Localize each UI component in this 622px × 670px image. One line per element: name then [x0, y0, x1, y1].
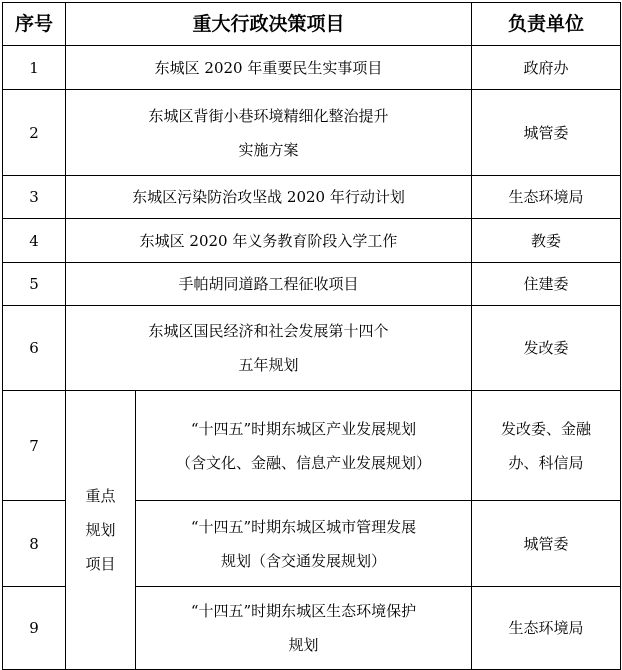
- project-line: “十四五”时期东城区生态环境保护: [190, 602, 417, 620]
- header-unit: 负责单位: [472, 3, 621, 46]
- row-project: [66, 263, 472, 306]
- table-row: [3, 263, 621, 306]
- table-row: [3, 90, 621, 176]
- project-line: 规划: [288, 636, 319, 654]
- header-row: [3, 3, 621, 46]
- unit-line: 城管委: [523, 123, 569, 142]
- unit-line: 生态环境局: [508, 619, 584, 637]
- header-seq: 序号: [3, 3, 66, 46]
- unit-line: 教委: [531, 231, 562, 250]
- project-line: 规划（含交通发展规划）: [221, 551, 387, 570]
- row-unit: [472, 46, 621, 90]
- decision-projects-table: [2, 2, 621, 670]
- row-unit: [472, 176, 621, 219]
- row-project: [66, 90, 472, 176]
- row-project: [66, 219, 472, 263]
- row-seq: 5: [3, 263, 66, 306]
- row-unit: [472, 263, 621, 306]
- table-row: [3, 176, 621, 219]
- row-seq: 6: [3, 306, 66, 391]
- unit-line: 发改委、金融: [501, 419, 592, 438]
- row-seq: 4: [3, 219, 66, 263]
- row-seq: 7: [3, 391, 66, 501]
- project-line: 东城区 2020 年义务教育阶段入学工作: [139, 231, 398, 250]
- unit-line: 城管委: [523, 534, 569, 553]
- project-line: 实施方案: [238, 140, 299, 159]
- group-label-line: 规划: [85, 521, 116, 539]
- row-unit: [472, 587, 621, 670]
- row-project: [136, 501, 472, 587]
- project-line: 东城区背街小巷环境精细化整治提升: [148, 106, 389, 125]
- group-label-line: 重点: [85, 487, 116, 505]
- group-label: [66, 391, 136, 670]
- row-project: [66, 176, 472, 219]
- row-seq: 2: [3, 90, 66, 176]
- table-row: [3, 219, 621, 263]
- row-unit: [472, 90, 621, 176]
- project-line: “十四五”时期东城区产业发展规划: [190, 419, 417, 438]
- row-project: [136, 391, 472, 501]
- unit-line: 住建委: [523, 275, 569, 293]
- project-line: 东城区污染防治攻坚战 2020 年行动计划: [132, 188, 405, 206]
- row-seq: 1: [3, 46, 66, 90]
- row-project: [136, 587, 472, 670]
- row-seq: 9: [3, 587, 66, 670]
- unit-line: 生态环境局: [508, 188, 584, 206]
- unit-line: 办、科信局: [508, 453, 584, 472]
- project-line: 东城区国民经济和社会发展第十四个: [148, 322, 389, 340]
- row-unit: [472, 391, 621, 501]
- project-line: （含文化、金融、信息产业发展规划）: [176, 453, 432, 472]
- table-row: [3, 46, 621, 90]
- row-project: [66, 46, 472, 90]
- row-seq: 3: [3, 176, 66, 219]
- project-line: “十四五”时期东城区城市管理发展: [190, 517, 417, 536]
- project-line: 五年规划: [238, 356, 299, 374]
- table-row: [3, 306, 621, 391]
- table-row: [3, 391, 621, 501]
- row-unit: [472, 306, 621, 391]
- unit-line: 发改委: [523, 339, 569, 357]
- row-unit: [472, 501, 621, 587]
- group-label-line: 项目: [85, 555, 116, 573]
- project-line: 东城区 2020 年重要民生实事项目: [154, 58, 383, 77]
- unit-line: 政府办: [523, 58, 569, 77]
- row-seq: 8: [3, 501, 66, 587]
- row-unit: [472, 219, 621, 263]
- project-line: 手帕胡同道路工程征收项目: [178, 275, 359, 293]
- header-project: 重大行政决策项目: [66, 3, 472, 46]
- row-project: [66, 306, 472, 391]
